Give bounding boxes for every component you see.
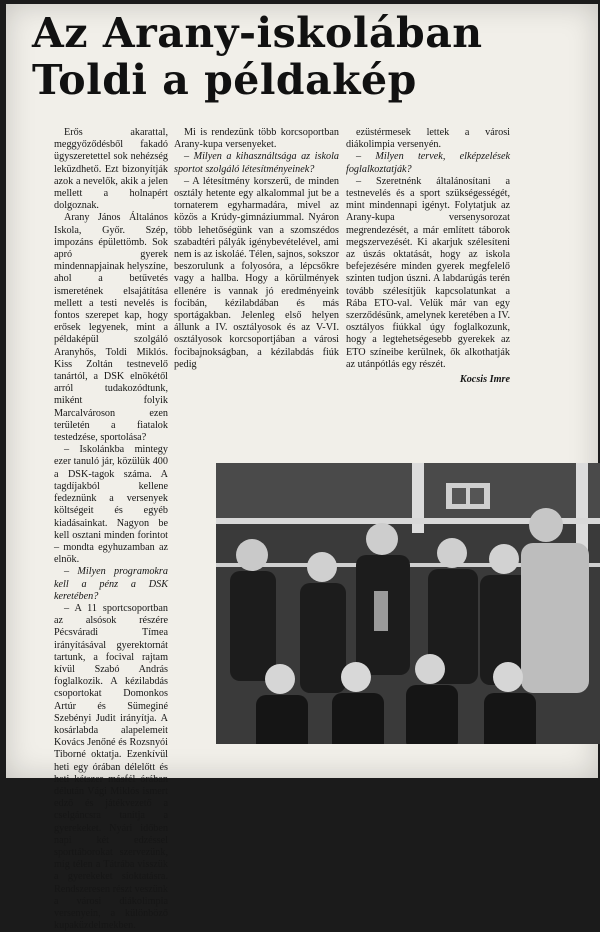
paragraph: Arany János Általános Iskola, Győr. Szép, impozáns épülettömb. Sok apró gyerek mindennapjainak helyszíne, ahol a betűvetés ismeretének elsajátítása mellett a testi nevelés is fontos szerepet kap, hogy erősek legyenek, mint a példaképül szolgáló Aranyhős, Toldi Miklós. Kiss Zoltán testnevelő tanártól, a DSK elnökétől arról tudakozódtunk, miként folyik Marcalvároson ezen területén a fiatalok testedzése, sportolása? xyxy=(54,212,168,444)
text-column-2 xyxy=(174,127,339,371)
paragraph: ezüstérmesek lettek a városi diákolimpia versenyén. xyxy=(346,127,510,151)
paragraph: – Szeretnénk általánosítani a testnevelés és a sport szükségességét, mint mindennapi igényt. Folytatjuk az Arany-kupa versenysorozat megrendezését, a már említett táborok megszervezését. Ki akarjuk szélesíteni az úszás oktatását, hogy az iskola befejezésére minden gyerek megfelelő szinten tudjon úszni. A labdarúgás terén tovább szélesítjük kapcsolatunkat a Rába ETO-val. Velük már van egy szerződésünk, amelynek keretében a IV. osztályos fiúkkal úgy foglalkozunk, hogy a legtehetségesebb gyerekek az ETO színeibe kerülnek, ők alkothatják az utánpótlás egy részét. xyxy=(346,175,510,370)
interview-question: – Milyen programokra kell a pénz a DSK keretében? xyxy=(54,566,168,602)
paragraph: – A létesítmény korszerű, de minden osztály hetente egy alkalommal jut be a tornaterem egyharmadára, mivel az közös a Krúdy-gimnáziummal. Nyáron több lehetőségünk van a szomszédos szabadtéri pályák igénybevételével, ami nem is az iskoláé. Télen, sajnos, sokszor beszorulunk a folyosóra, a lépcsőkre vagy a hallba. Hogy a körülmények ellenére is vannak jó eredményeink focibán, kézilabdában és más sportágakban. Jelenleg első helyen állunk a IV. osztályosok és az V-VI. osztályosok korcsoportjában a városi focibajnokságban, a kézilabdás fiúk pedig xyxy=(174,175,339,370)
author-signature: Kocsis Imre xyxy=(459,374,510,386)
paragraph: Mi is rendezünk több korcsoportban Arany-kupa versenyeket. xyxy=(174,127,339,151)
headline-line-1: Az Arany-iskolában xyxy=(32,9,483,57)
article-headline xyxy=(32,10,502,104)
interview-question: – Milyen a kihasználtsága az iskola sportot szolgáló létesítményeinek? xyxy=(174,151,339,175)
paragraph: – A 11 sportcsoportban az alsósok részére Pécsváradi Tímea irányításával gyerektornát tartunk, a focival rajtam kívül Szabó András foglalkozik. A kézilabdás csoportokat Domonkos Artúr és Sümeginé Szebényi Judit irányítja. A kosárlabda alapelemeit Kovács Jenőné és Rozsnyói Tiborné oktatja. Ezenkívül heti egy órában délelőtt és heti kétszer másfél órában délután Vági Miklós ismert edző és játékvezető a cselgáncsra tanítja a gyerekeket. Nyári időben napi két edzéssel sporttáborokat szervezünk, míg télen a Tátrába visszük a gyerekeket síoktatásra. Rendszeresen részt veszünk a városi diákolimpia versenyein, a különböző kupaküzdelmekben. xyxy=(54,602,168,932)
headline-line-2: Toldi a példakép xyxy=(32,56,417,104)
text-column-1 xyxy=(54,127,168,932)
paragraph: Erős akarattal, meggyőződésből fakadó ügyszeretettel sok nehézség leküzdhető. Ezt bizonyítják azok a nevelők, akik a jelen mellett a holnapért dolgoznak. xyxy=(54,127,168,212)
paragraph: – Iskolánkba mintegy ezer tanuló jár, közülük 400 a DSK-tagok száma. A tagdíjakból kellene fedeznünk a versenyek költségeit és egyéb kiadásainkat. Nagyon be kell osztani minden forintot – mondta egyhuzamban az elnök. xyxy=(54,444,168,566)
interview-question: – Milyen tervek, elképzelések foglalkoztatják? xyxy=(346,151,510,175)
text-column-3 xyxy=(346,127,510,386)
team-photo xyxy=(216,463,600,744)
